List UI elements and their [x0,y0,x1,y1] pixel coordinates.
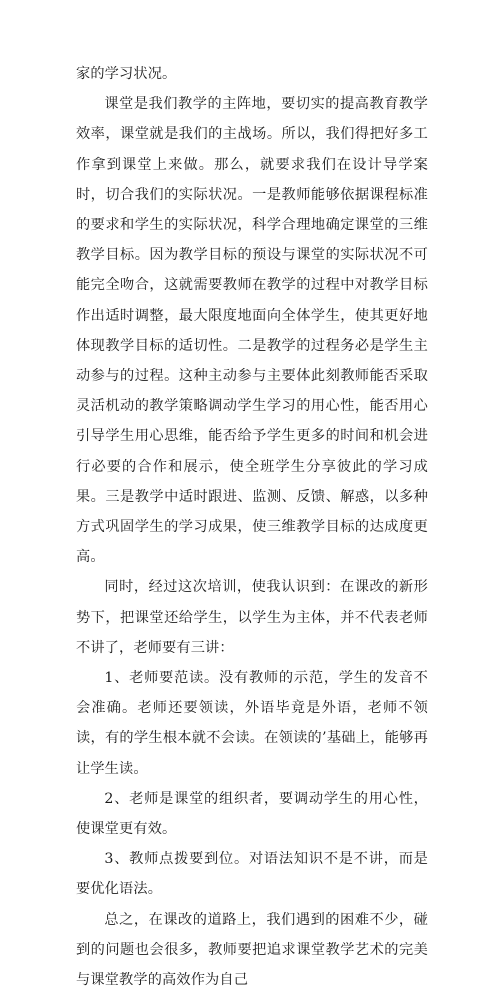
document-body [76,59,428,995]
paragraph-point-1: 1、老师要范读。没有教师的示范，学生的发音不会准确。老师还要领读，外语毕竟是外语，老师不领读，有的学生根本就不会读。在领读的’基础上，能够再让学生读。 [76,670,428,777]
paragraph-training: 同时，经过这次培训，使我认识到：在课改的新形势下，把课堂还给学生，以学生为主体，并不代表老师不讲了，老师要有三讲： [76,579,428,656]
paragraph-point-3: 3、教师点拨要到位。对语法知识不是不讲，而是要优化语法。 [76,851,428,898]
paragraph-summary: 总之，在课改的道路上，我们遇到的困难不少，碰到的问题也会很多，教师要把追求课堂教学艺术的完美与课堂教学的高效作为自己 [76,911,428,989]
paragraph-continuation: 家的学习状况。 [76,66,177,82]
paragraph-point-2: 2、老师是课堂的组织者，要调动学生的用心性，使课堂更有效。 [76,790,428,838]
paragraph-classroom: 课堂是我们教学的主阵地，要切实的提高教育教学效率，课堂就是我们的主战场。所以，我们得把好多工作拿到课堂上来做。那么，就要求我们在设计导学案时，切合我们的实际状况。一是教师能够依据课程标准的要求和学生的实际状况，科学合理地确定课堂的三维教学目标。因为教学目标的预设与课堂的实际状况不可能完全吻合，这就需要教师在教学的过程中对教学目标作出适时调整，最大限度地面向全体学生，使其更好地体现教学目标的适切性。二是教学的过程务必是学生主动参与的过程。这种主动参与主要体此刻教师能否采取灵活机动的教学策略调动学生学习的用心性，能否用心引导学生用心思维，能否给予学生更多的时间和机会进行必要的合作和展示，使全班学生分享彼此的学习成果。三是教学中适时跟进、监测、反馈、解惑，以多种方式巩固学生的学习成果，使三维教学目标的达成度更高。 [76,96,428,566]
